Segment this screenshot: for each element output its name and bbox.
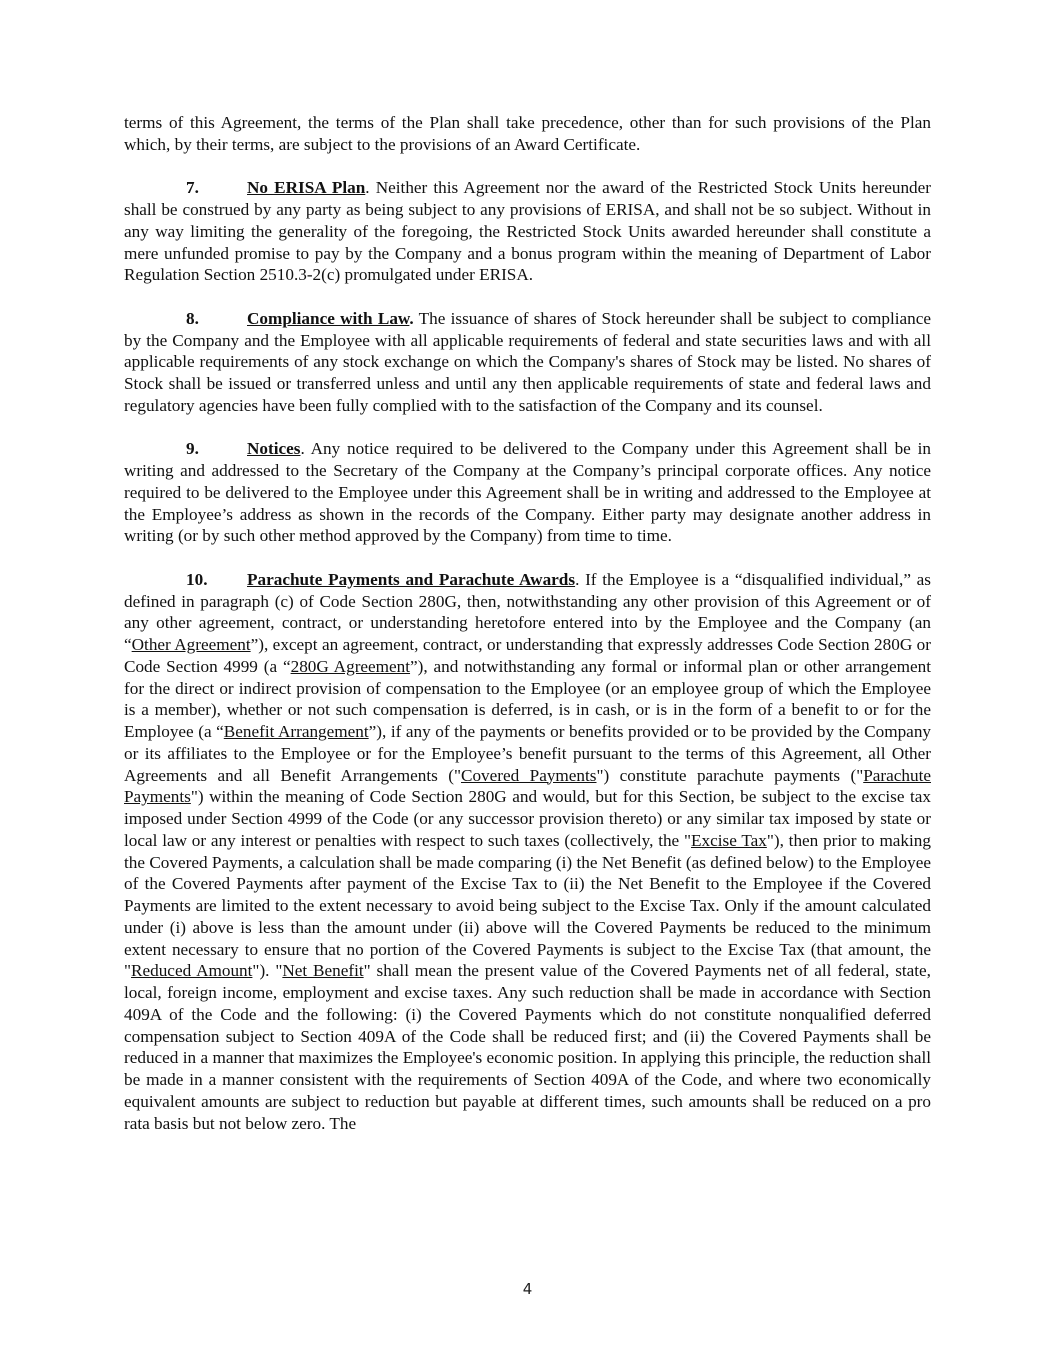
section-7-heading-punct: .: [365, 178, 370, 198]
page-number: 4: [522, 1280, 533, 1298]
section-10-text: " shall mean the present value of the Covered Payments net of all federal, state, local, foreign income, employment and excise taxes. Any such reduction shall be made in accordance with Section 409A of the Code and the following: (i) the Covered Payments which do not constitute nonqualified deferred compensation subject to Section 409A of the Code shall be reduced first; and (ii) the Covered Payments shall be reduced in a manner that maximizes the Employee's economic position. In applying this principle, the reduction shall be made in a manner consistent with the requirements of Section 409A of the Code, and where two economically equivalent amounts are subject to reduction but payable at different times, such amounts shall be reduced on a pro rata basis but not below zero. The: [124, 961, 931, 1133]
section-7-paragraph: [124, 177, 931, 286]
section-9-body: Any notice required to be delivered to the Company under this Agreement shall be in writing and addressed to the Secretary of the Company at the Company’s principal corporate offices. Any notice required to be delivered to the Employee under this Agreement shall be in writing and addressed to the Employee at the Employee’s address as shown in the records of the Company. Either party may designate another address in writing (or by such other method approved by the Company) from time to time.: [124, 439, 931, 546]
page-body: [124, 112, 931, 1156]
section-7-number: 7.: [186, 178, 199, 198]
section-10-text: ”), if any of the payments or benefits provided or to be provided by the Company or its affiliates to the Employee or for the Employee’s benefit pursuant to the terms of this Agreement, all Other Agreements and all Benefit Arrangements (": [124, 722, 932, 785]
defined-term-280g-agreement: 280G Agreement: [290, 656, 411, 676]
section-10-number: 10.: [186, 569, 208, 589]
section-7-body: Neither this Agreement nor the award of the Restricted Stock Units hereunder shall be construed by any party as being subject to any provisions of ERISA, and shall not be so subject. Without in any way limiting the generality of the foregoing, the Restricted Stock Units awarded hereunder shall constitute a mere unfunded promise to pay by the Company and a bonus program within the meaning of Department of Labor Regulation Section 2510.3-2(c) promulgated under ERISA.: [124, 178, 931, 285]
defined-term-parachute-payments: Parachute Payments: [124, 765, 931, 807]
section-10-text: "). ": [252, 961, 283, 981]
section-8-heading-punct: .: [409, 308, 414, 328]
section-9-paragraph: [124, 438, 931, 547]
section-9-number: 9.: [186, 439, 199, 459]
section-10-text: "), then prior to making the Covered Payments, a calculation shall be made comparing (i) the Net Benefit (as defined below) to the Employee of the Covered Payments after payment of the Excise Tax to (ii) the Net Benefit to the Employee if the Covered Payments are limited to the extent necessary to avoid being subject to the Excise Tax. Only if the amount calculated under (i) above is less than the amount under (ii) above will the Covered Payments be reduced to the minimum extent necessary to ensure that no portion of the Covered Payments is subject to the Excise Tax (that amount, the ": [124, 830, 931, 981]
section-8-body: The issuance of shares of Stock hereunder shall be subject to compliance by the Company and the Employee with all applicable requirements of federal and state securities laws and with all applicable requirements of any stock exchange on which the Company's shares of Stock may be listed. No shares of Stock shall be issued or transferred unless and until any then applicable requirements of state and federal laws and regulatory agencies have been fully complied with to the satisfaction of the Company and its counsel.: [124, 308, 931, 415]
section-9-heading: Notices: [247, 439, 301, 459]
section-10-text: ") constitute parachute payments (": [596, 765, 864, 785]
section-10-text: ”), and notwithstanding any formal or informal plan or other arrangement for the direct or indirect provision of compensation to the Employee (or an employee group of which the Employee is a member), whether or not such compensation is deferred, is in cash, or is in the form of a benefit to or for the Employee (a “: [124, 656, 931, 741]
section-10-heading: Parachute Payments and Parachute Awards: [247, 569, 576, 589]
section-10-text: ”), except an agreement, contract, or understanding that expressly addresses Code Section 280G or Code Section 4999 (a “: [124, 635, 931, 676]
section-9-heading-punct: .: [300, 439, 305, 459]
defined-term-excise-tax: Excise Tax: [691, 830, 767, 850]
continuation-paragraph: terms of this Agreement, the terms of the Plan shall take precedence, other than for such provisions of the Plan which, by their terms, are subject to the provisions of an Award Certificate.: [124, 113, 931, 154]
defined-term-benefit-arrangement: Benefit Arrangement: [223, 722, 369, 741]
defined-term-other-agreement: Other Agreement: [131, 635, 251, 654]
section-8-heading: Compliance with Law: [247, 308, 410, 328]
defined-term-net-benefit: Net Benefit: [282, 961, 364, 981]
section-10-text: ") within the meaning of Code Section 280G and would, but for this Section, be subject to the excise tax imposed under Section 4999 of the Code (or any successor provision thereto) or any similar tax imposed by state or local law or any interest or penalties with respect to such taxes (collectively, the ": [124, 787, 931, 850]
section-10-heading-punct: .: [575, 569, 580, 589]
defined-term-reduced-amount: Reduced Amount: [131, 961, 253, 981]
section-8-paragraph: [124, 308, 931, 417]
section-7-heading: No ERISA Plan: [247, 178, 366, 198]
section-8-number: 8.: [186, 308, 199, 328]
section-10-text: If the Employee is a “disqualified individual,” as defined in paragraph (c) of Code Section 280G, then, notwithstanding any other provision of this Agreement or of any other agreement, contract, or understanding heretofore entered into by the Employee and the Company (an “: [124, 569, 931, 654]
defined-term-covered-payments: Covered Payments: [460, 765, 597, 785]
section-10-paragraph: [124, 569, 931, 1135]
